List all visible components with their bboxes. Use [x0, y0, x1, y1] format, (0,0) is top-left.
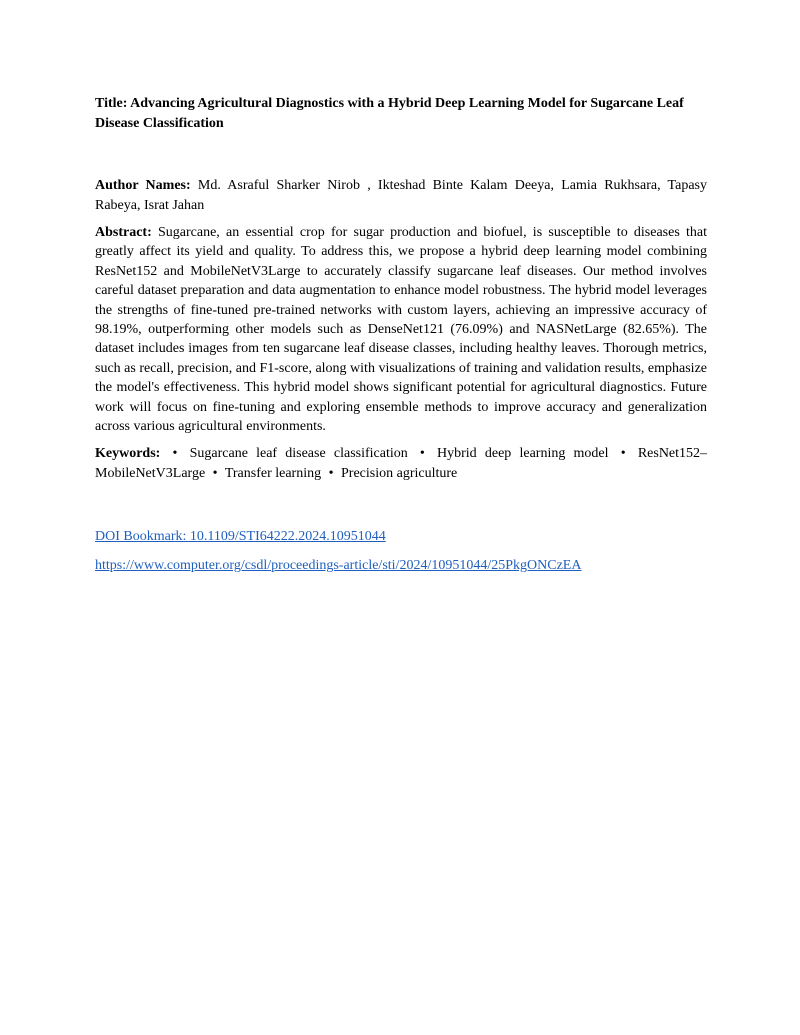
author-names	[95, 176, 707, 216]
bullet-icon: •	[172, 446, 178, 462]
url-link[interactable]: https://www.computer.org/csdl/proceedings-article/sti/2024/10951044/25PkgONCzEA	[95, 558, 582, 574]
bullet-icon: •	[328, 466, 334, 482]
bullet-icon: •	[620, 446, 626, 462]
keyword-item: ResNet152–MobileNetV3Large	[95, 446, 708, 482]
keyword-item: Hybrid deep learning model	[437, 446, 609, 462]
abstract-text: Sugarcane, an essential crop for sugar production and biofuel, is susceptible to diseases that greatly affect its yield and quality. To address this, we propose a hybrid deep learning model combining ResNet152 and MobileNetV3Large to accurately classify sugarcane leaf diseases. Our method involves careful dataset preparation and data augmentation to enhance model robustness. The hybrid model leverages the strengths of fine-tuned pre-trained networks with custom layers, achieving an impressive accuracy of 98.19%, outperforming other models such as DenseNet121 (76.09%) and NASNetLarge (82.65%). The dataset includes images from ten sugarcane leaf disease classes, including healthy leaves. Thorough metrics, such as recall, precision, and F1-score, along with visualizations of training and validation results, emphasize the model's effectiveness. This hybrid model shows significant potential for agricultural diagnostics. Future work will focus on fine-tuning and exploring ensemble methods to improve accuracy and generalization across various agricultural environments.	[95, 225, 708, 435]
bullet-icon: •	[419, 446, 425, 462]
keywords	[95, 444, 707, 484]
authors-text: Md. Asraful Sharker Nirob , Ikteshad Binte Kalam Deeya, Lamia Rukhsara, Tapasy Rabeya, Israt Jahan	[95, 178, 708, 213]
abstract	[95, 223, 707, 436]
paper-page	[95, 94, 707, 576]
bullet-icon: •	[212, 466, 218, 482]
keyword-item: Precision agriculture	[341, 466, 458, 482]
abstract-label: Abstract:	[95, 225, 152, 240]
keywords-label: Keywords:	[95, 446, 161, 462]
doi-link[interactable]: DOI Bookmark: 10.1109/STI64222.2024.10951044	[95, 529, 386, 545]
keyword-item: Transfer learning	[224, 466, 322, 482]
keyword-item: Sugarcane leaf disease classification	[189, 446, 408, 462]
paper-title: Title: Advancing Agricultural Diagnostics with a Hybrid Deep Learning Model for Sugarcane Leaf Disease Classification	[95, 96, 684, 131]
authors-label: Author Names:	[95, 178, 191, 193]
links-section	[95, 527, 707, 576]
